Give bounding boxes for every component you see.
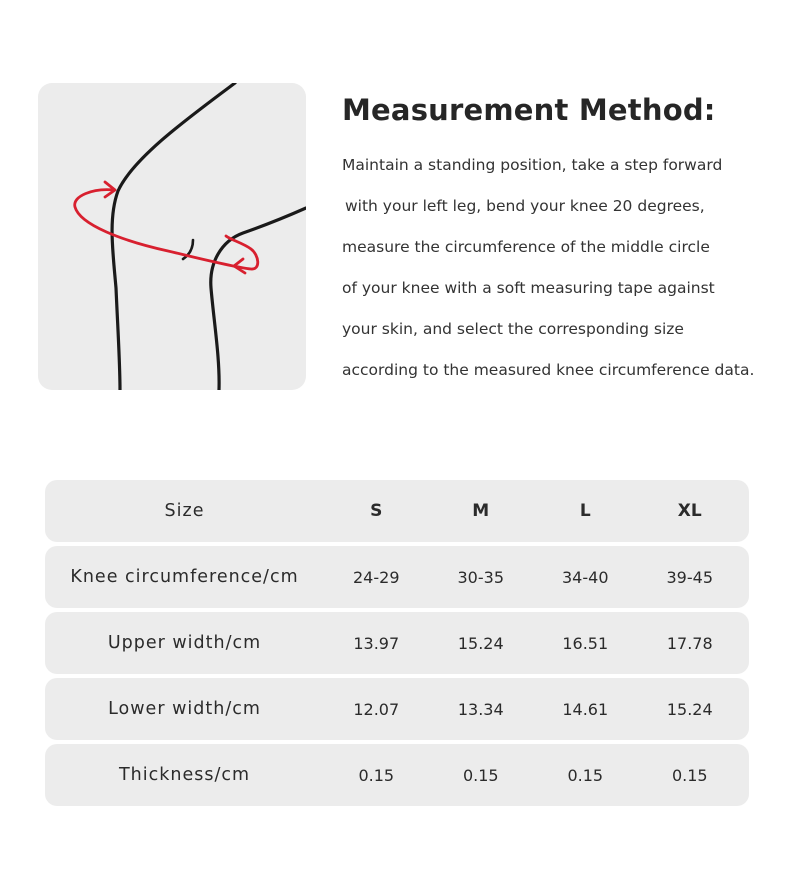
instruction-line: Maintain a standing position, take a step forward [342,156,723,174]
row-label: Lower width/cm [108,699,261,719]
thickness-row [45,744,749,806]
header-size-m: M [472,501,490,521]
row-label: Thickness/cm [118,765,251,785]
cell-value-xl: 15.24 [666,699,713,719]
cell-value-m: 30-35 [457,567,504,587]
header-size-s: S [370,501,383,521]
instruction-line: your skin, and select the corresponding size [342,320,684,338]
cell-value-xl: 39-45 [666,567,713,587]
cell-value-s: 0.15 [358,765,395,785]
instruction-line: with your left leg, bend your knee 20 degrees, [345,197,705,215]
measurement-instructions [342,151,772,397]
instruction-line: of your knee with a soft measuring tape against [342,279,715,297]
measurement-method-title: Measurement Method: [342,93,716,127]
knee-circumference-row [45,546,749,608]
cell-value-s: 24-29 [353,567,400,587]
measuring-tape-loop [75,190,258,269]
cell-value-xl: 17.78 [666,633,713,653]
header-label-size: Size [164,501,205,521]
knee-diagram [38,83,306,390]
cell-value-l: 14.61 [562,699,609,719]
cell-value-m: 13.34 [457,699,504,719]
cell-value-s: 12.07 [353,699,400,719]
cell-value-m: 15.24 [457,633,504,653]
cell-value-m: 0.15 [462,765,499,785]
size-chart-table [45,480,749,810]
cell-value-l: 0.15 [567,765,604,785]
row-label: Knee circumference/cm [70,567,299,587]
knee-measurement-illustration [38,83,306,390]
cell-value-l: 16.51 [562,633,609,653]
header-size-xl: XL [677,501,702,521]
row-label: Upper width/cm [107,633,262,653]
size-header-row [45,480,749,542]
header-size-l: L [579,501,591,521]
cell-value-l: 34-40 [562,567,609,587]
instruction-line: measure the circumference of the middle circle [342,238,710,256]
lower-width-row [45,678,749,740]
cell-value-xl: 0.15 [671,765,708,785]
instruction-line: according to the measured knee circumference data. [342,361,755,379]
cell-value-s: 13.97 [353,633,400,653]
upper-width-row [45,612,749,674]
